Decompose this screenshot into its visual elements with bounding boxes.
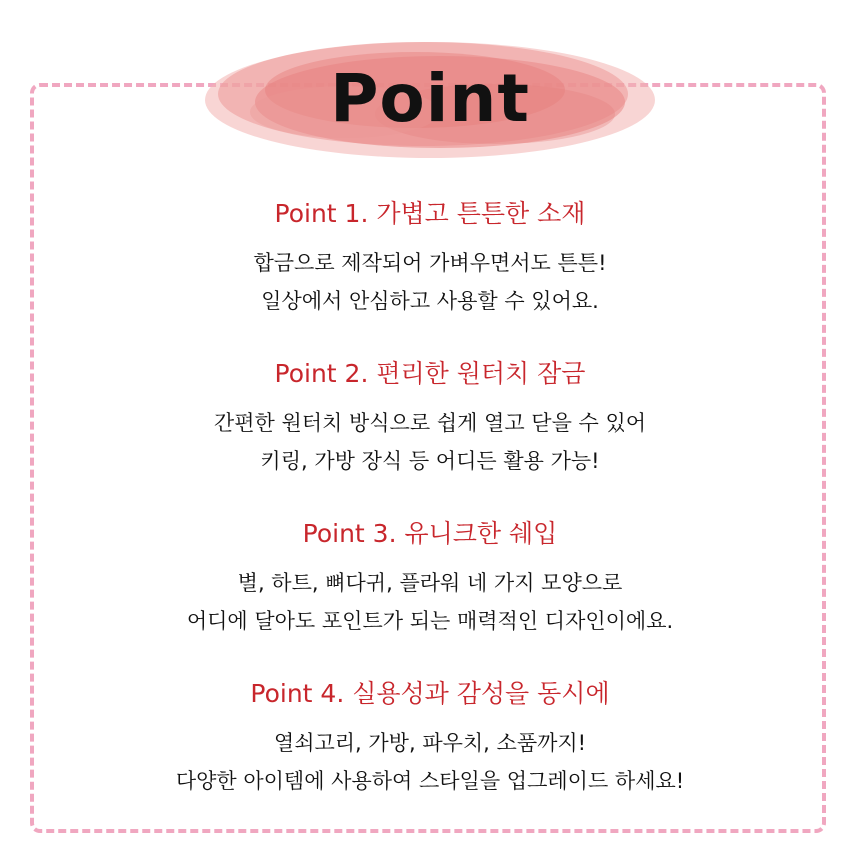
point-description-line: 일상에서 안심하고 사용할 수 있어요. (261, 289, 599, 313)
point-section-4 (30, 670, 830, 800)
point-title: Point 2. 편리한 원터치 잠금 (274, 359, 586, 388)
header-title: Point (330, 60, 530, 137)
point-description-line: 별, 하트, 뼈다귀, 플라워 네 가지 모양으로 (237, 571, 623, 595)
point-description-line: 다양한 아이템에 사용하여 스타일을 업그레이드 하세요! (175, 769, 685, 793)
point-description-line: 열쇠고리, 가방, 파우치, 소품까지! (273, 731, 587, 755)
point-title: Point 4. 실용성과 감성을 동시에 (250, 679, 610, 708)
point-title: Point 3. 유니크한 쉐입 (302, 519, 558, 548)
header-watercolor-badge (195, 22, 665, 172)
point-description-line: 어디에 달아도 포인트가 되는 매력적인 디자인이에요. (186, 609, 674, 633)
point-description-line: 키링, 가방 장식 등 어디든 활용 가능! (260, 449, 600, 473)
points-list (30, 190, 830, 830)
point-title: Point 1. 가볍고 튼튼한 소재 (274, 199, 586, 228)
point-section-1 (30, 190, 830, 320)
point-section-2 (30, 350, 830, 480)
point-description-line: 합금으로 제작되어 가벼우면서도 튼튼! (253, 251, 607, 275)
point-description-line: 간편한 원터치 방식으로 쉽게 열고 닫을 수 있어 (213, 411, 647, 435)
point-section-3 (30, 510, 830, 640)
